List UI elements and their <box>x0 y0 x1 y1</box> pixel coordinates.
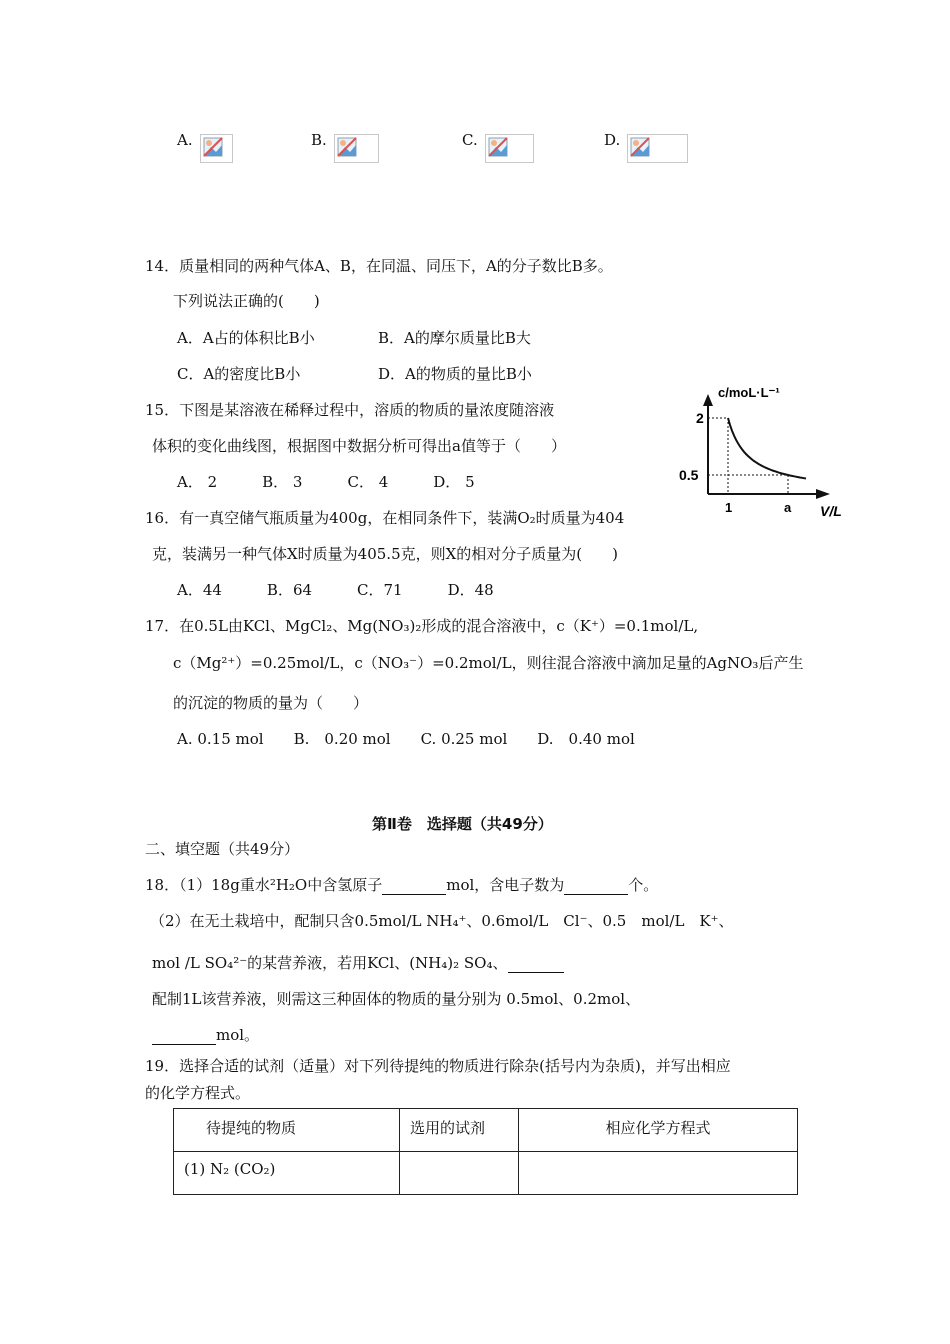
table-cell-substance: (1) N₂ (CO₂) <box>174 1152 400 1195</box>
q17-line1: 17．在0.5L由KCl、MgCl₂、Mg(NO₃)₂形成的混合溶液中，c（K⁺）=0.1mol/L, <box>145 617 699 635</box>
y-axis-label: c/moL·L⁻¹ <box>718 385 780 400</box>
concentration-curve <box>728 418 806 479</box>
section-title: 第Ⅱ卷 选择题（共49分） <box>372 815 553 833</box>
q19-line1: 19．选择合适的试剂（适量）对下列待提纯的物质进行除杂(括号内为杂质)，并写出相应 <box>145 1057 731 1075</box>
y-tick-2: 2 <box>696 410 704 426</box>
q18-line3-text: mol /L SO₄²⁻的某营养液，若用KCl、(NH₄)₂ SO₄、 <box>152 954 508 972</box>
q18-line1-part3: 个。 <box>628 876 659 894</box>
q14-option-a: A．A占的体积比B小 <box>177 329 315 347</box>
broken-image-icon <box>203 137 223 157</box>
q18-line1-part2: mol，含电子数为 <box>446 876 565 894</box>
q19-line2: 的化学方程式。 <box>145 1084 251 1102</box>
q15-options: A． 2 B． 3 C． 4 D． 5 <box>177 473 475 491</box>
broken-image-icon <box>630 137 650 157</box>
concentration-volume-chart <box>670 382 855 524</box>
q16-line2: 克，装满另一种气体X时质量为405.5克，则X的相对分子质量为( ) <box>152 545 619 563</box>
q17-line2: c（Mg²⁺）=0.25mol/L，c（NO₃⁻）=0.2mol/L，则往混合溶液中滴加足量的AgNO₃后产生 <box>173 654 804 672</box>
q18-blank-3[interactable] <box>508 954 564 973</box>
q18-line2: （2）在无土栽培中，配制只含0.5mol/L NH₄⁺、0.6mol/L Cl⁻、0.5 mol/L K⁺、 <box>150 912 734 930</box>
option-d-label: D. <box>604 131 621 149</box>
x-tick-a: a <box>784 500 792 515</box>
q18-blank-2[interactable] <box>564 876 628 895</box>
table-header-reagent: 选用的试剂 <box>400 1109 519 1152</box>
q18-blank-4[interactable] <box>152 1026 216 1045</box>
table-header-row <box>174 1109 798 1152</box>
option-b-label: B. <box>311 131 327 149</box>
q16-line1: 16．有一真空储气瓶质量为400g，在相同条件下，装满O₂时质量为404 <box>145 509 625 527</box>
q18-line3 <box>152 952 564 973</box>
broken-image-icon <box>488 137 508 157</box>
table-header-substance: 待提纯的物质 <box>174 1109 400 1152</box>
q18-line5-text: mol。 <box>216 1026 260 1044</box>
q16-options: A．44 B．64 C．71 D．48 <box>177 581 494 599</box>
section-subtitle: 二、填空题（共49分） <box>145 840 300 858</box>
q14-option-b: B．A的摩尔质量比B大 <box>378 329 531 347</box>
q18-line1-part1: 18．（1）18g重水²H₂O中含氢原子 <box>145 876 383 894</box>
x-tick-1: 1 <box>725 500 733 515</box>
q14-stem: 14．质量相同的两种气体A、B，在同温、同压下，A的分子数比B多。 <box>145 257 613 275</box>
option-b-image <box>334 134 379 163</box>
table-cell-reagent[interactable] <box>400 1152 519 1195</box>
q15-line1: 15．下图是某溶液在稀释过程中，溶质的物质的量浓度随溶液 <box>145 401 555 419</box>
table-row <box>174 1152 798 1195</box>
broken-image-icon <box>337 137 357 157</box>
q18-line4: 配制1L该营养液，则需这三种固体的物质的量分别为 0.5mol、0.2mol、 <box>152 990 641 1008</box>
option-a-image <box>200 134 233 163</box>
y-tick-0-5: 0.5 <box>679 467 699 483</box>
q14-sub: 下列说法正确的( ) <box>173 292 320 310</box>
x-axis-arrow <box>816 489 830 499</box>
option-d-image <box>627 134 688 163</box>
option-c-image <box>485 134 534 163</box>
y-axis-arrow <box>703 394 713 406</box>
table-header-equation: 相应化学方程式 <box>519 1109 798 1152</box>
option-a-label: A. <box>177 131 193 149</box>
q15-line2: 体积的变化曲线图，根据图中数据分析可得出a值等于（ ） <box>152 437 566 455</box>
q14-option-c: C．A的密度比B小 <box>177 365 301 383</box>
q14-option-d: D．A的物质的量比B小 <box>378 365 532 383</box>
table-cell-equation[interactable] <box>519 1152 798 1195</box>
q18-line1 <box>145 874 658 895</box>
q18-line5 <box>152 1024 259 1045</box>
x-axis-label: V/L <box>820 503 842 519</box>
q18-blank-1[interactable] <box>382 876 446 895</box>
q17-line3: 的沉淀的物质的量为（ ） <box>173 694 369 712</box>
q17-options: A. 0.15 mol B. 0.20 mol C. 0.25 mol D. 0.40 mol <box>177 730 635 748</box>
option-c-label: C. <box>462 131 478 149</box>
purification-table <box>173 1108 798 1195</box>
